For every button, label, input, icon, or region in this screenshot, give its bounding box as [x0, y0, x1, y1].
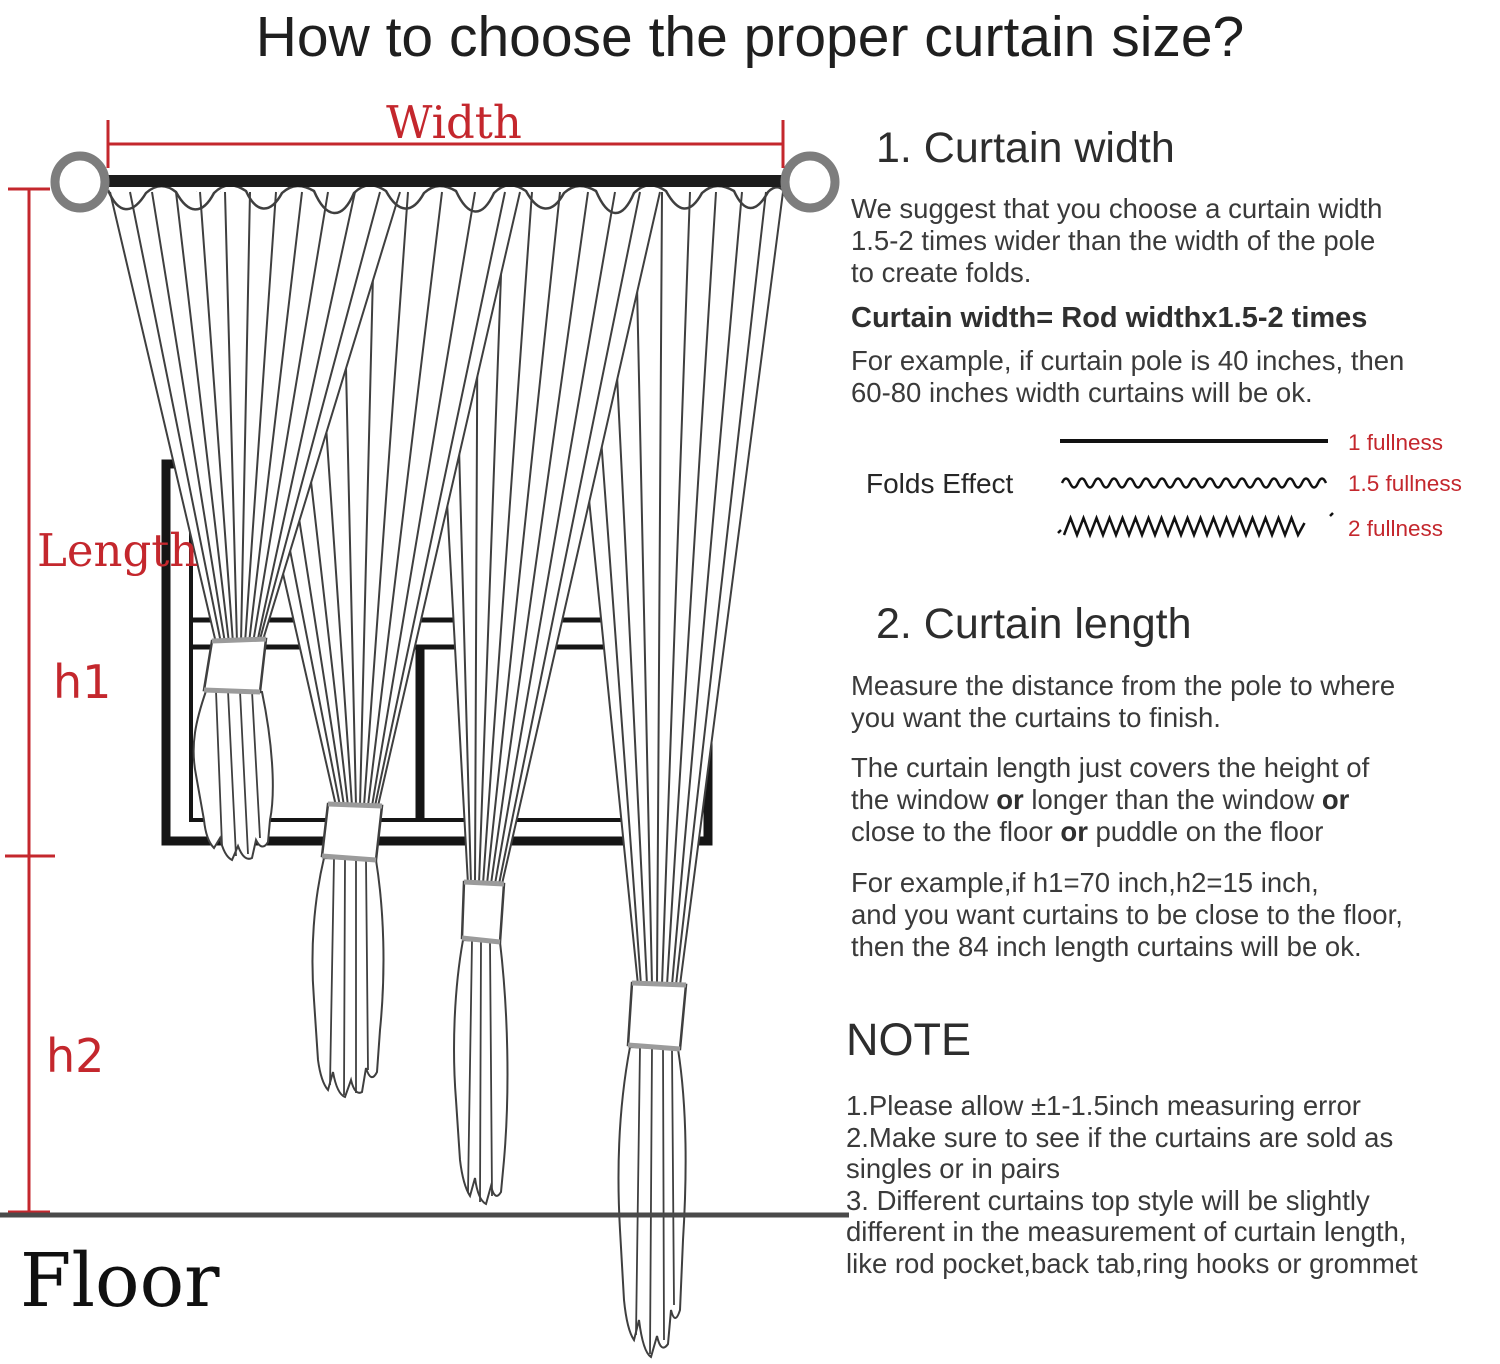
- curtain-panels: [108, 185, 783, 985]
- fullness-1-5-label: 1.5 fullness: [1348, 471, 1462, 496]
- folds-effect-label: Folds Effect: [866, 468, 1014, 499]
- section1-paragraph1: We suggest that you choose a curtain width 1.5-2 times wider than the width of the pole to create folds.: [851, 193, 1383, 288]
- width-label: Width: [386, 96, 522, 149]
- h2-label: h2: [46, 1029, 105, 1083]
- rod-ring-left: [55, 156, 105, 208]
- section1-paragraph2: For example, if curtain pole is 40 inches, then 60-80 inches width curtains will be ok.: [851, 345, 1405, 408]
- width-formula: Curtain width= Rod widthx1.5-2 times: [851, 302, 1368, 334]
- page-title: How to choose the proper curtain size?: [255, 5, 1245, 69]
- rod-ring-right: [785, 156, 835, 208]
- note-list: 1.Please allow ±1-1.5inch measuring error 2.Make sure to see if the curtains are sold as singles or in pairs 3. Different curtains top style will be slightly different in the measurement of curtain length, like rod pocket,back tab,ring hooks or grommet: [846, 1090, 1418, 1279]
- fullness-1-label: 1 fullness: [1348, 430, 1444, 455]
- section2-paragraph3: For example,if h1=70 inch,h2=15 inch, and you want curtains to be close to the floor, then the 84 inch length curtains will be ok.: [851, 867, 1403, 962]
- h1-label: h1: [53, 655, 112, 709]
- curtain-rod: [106, 175, 784, 187]
- fullness-1-5-wave: [1062, 479, 1326, 488]
- section1-heading: 1. Curtain width: [876, 124, 1175, 172]
- fullness-2-label: 2 fullness: [1348, 516, 1444, 541]
- fullness-2-zigzag: [1058, 513, 1333, 535]
- section2-paragraph2: The curtain length just covers the height of the window or longer than the window or close to the floor or puddle on the floor: [851, 752, 1370, 847]
- length-label: Length: [37, 524, 199, 577]
- curtain-tiebacks: [194, 639, 686, 1357]
- section2-heading: 2. Curtain length: [876, 600, 1192, 648]
- floor-label: Floor: [20, 1238, 220, 1324]
- section2-paragraph1: Measure the distance from the pole to where you want the curtains to finish.: [851, 670, 1396, 733]
- folds-effect-diagram: [1050, 415, 1340, 545]
- note-heading: NOTE: [846, 1014, 972, 1065]
